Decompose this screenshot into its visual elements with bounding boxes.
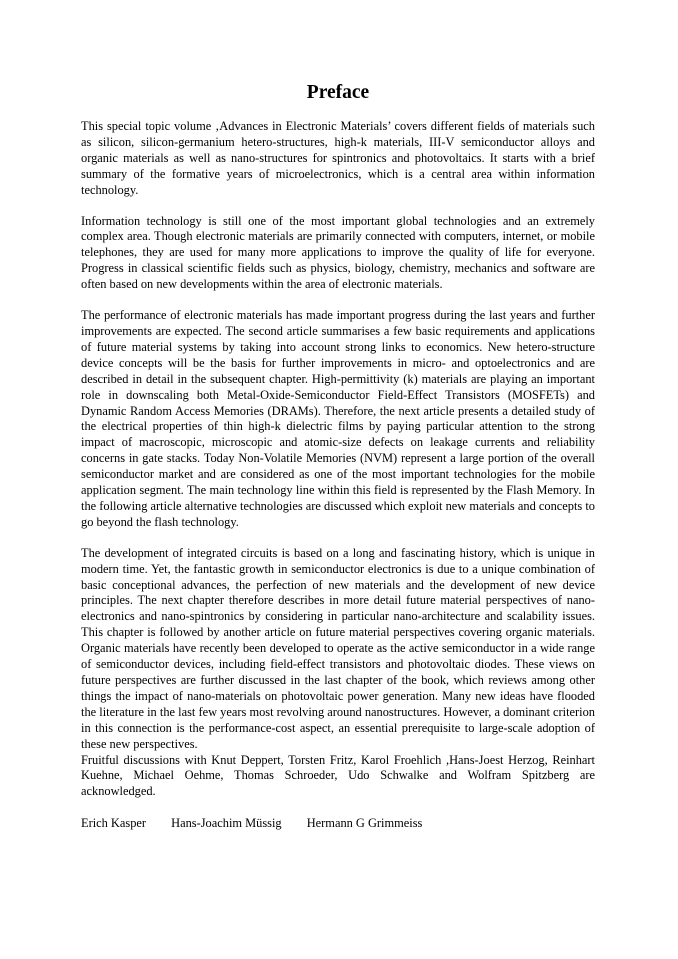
author-name: Erich Kasper [81,816,147,831]
document-page [81,80,595,831]
author-name: Hermann G Grimmeiss [306,816,423,831]
paragraph-intro: This special topic volume ‚Advances in Electronic Materials’ covers different fields of materials such as silicon, silicon-germanium hetero-structures, high-k materials, III-V semiconductor alloys and organic materials as well as nano-structures for spintronics and photovoltaics. It starts with a brief summary of the formative years of microelectronics, which is a central area within information technology. [81,119,595,197]
page-title: Preface [306,82,370,103]
paragraph-performance: The performance of electronic materials has made important progress during the last years and further improvements are expected. The second article summarises a few basic requirements and applications of future material systems by taking into account strong links to economics. New hetero-structure device concepts will be the basis for further improvements in micro- and optoelectronics and are described in detail in the subsequent chapter. High-permittivity (k) materials are playing an important role in downscaling both Metal-Oxide-Semiconductor Field-Effect Transistors (MOSFETs) and Dynamic Random Access Memories (DRAMs). Therefore, the next article presents a detailed study of the electrical properties of thin high-k dielectric films by paying particular attention to the strong impact of macroscopic, microscopic and atomic-size defects on leakage currents and reliability concerns in gate stacks. Today Non-Volatile Memories (NVM) represent a large portion of the overall semiconductor market and are considered as one of the most important technologies for the mobile application segment. The main technology line within this field is represented by the Flash Memory. In the following article alternative technologies are discussed which exploit new materials and concepts to go beyond the flash technology. [81,308,595,529]
paragraph-acknowledgements: Fruitful discussions with Knut Deppert, Torsten Fritz, Karol Froehlich ,Hans-Joest Herzog, Reinhart Kuehne, Michael Oehme, Thomas Schroeder, Udo Schwalke and Wolfram Spitzberg are acknowledged. [81,752,595,799]
paragraph-development: The development of integrated circuits is based on a long and fascinating history, which is unique in modern time. Yet, the fantastic growth in semiconductor electronics is due to a unique combination of basic conceptional advances, the perfection of new materials and the development of new device principles. The next chapter therefore describes in more detail future material perspectives of nano-electronics and nano-spintronics by considering in particular nano-architecture and scalability issues. This chapter is followed by another article on future material perspectives covering organic materials. Organic materials have recently been developed to operate as the active semiconductor in a wide range of semiconductor devices, including field-effect transistors and photovoltaic diodes. These views on future perspectives are further discussed in the last chapter of the book, which reviews among other things the impact of nano-materials on photovoltaic power generation. Many new ideas have flooded the literature in the last few years most revolving around nanostructures. However, a dominant criterion in this connection is the performance-cost aspect, an essential prerequisite to large-scale adoption of these new perspectives. [81,545,595,751]
author-name: Hans-Joachim Müssig [171,816,282,831]
author-list [81,815,595,831]
paragraph-information-technology: Information technology is still one of the most important global technologies and an extremely complex area. Though electronic materials are primarily connected with computers, internet, or mobile telephones, they are used for many more applications to improve the quality of life for everyone. Progress in classical scientific fields such as physics, biology, chemistry, mechanics and software are often based on new developments within the area of electronic materials. [81,213,595,292]
